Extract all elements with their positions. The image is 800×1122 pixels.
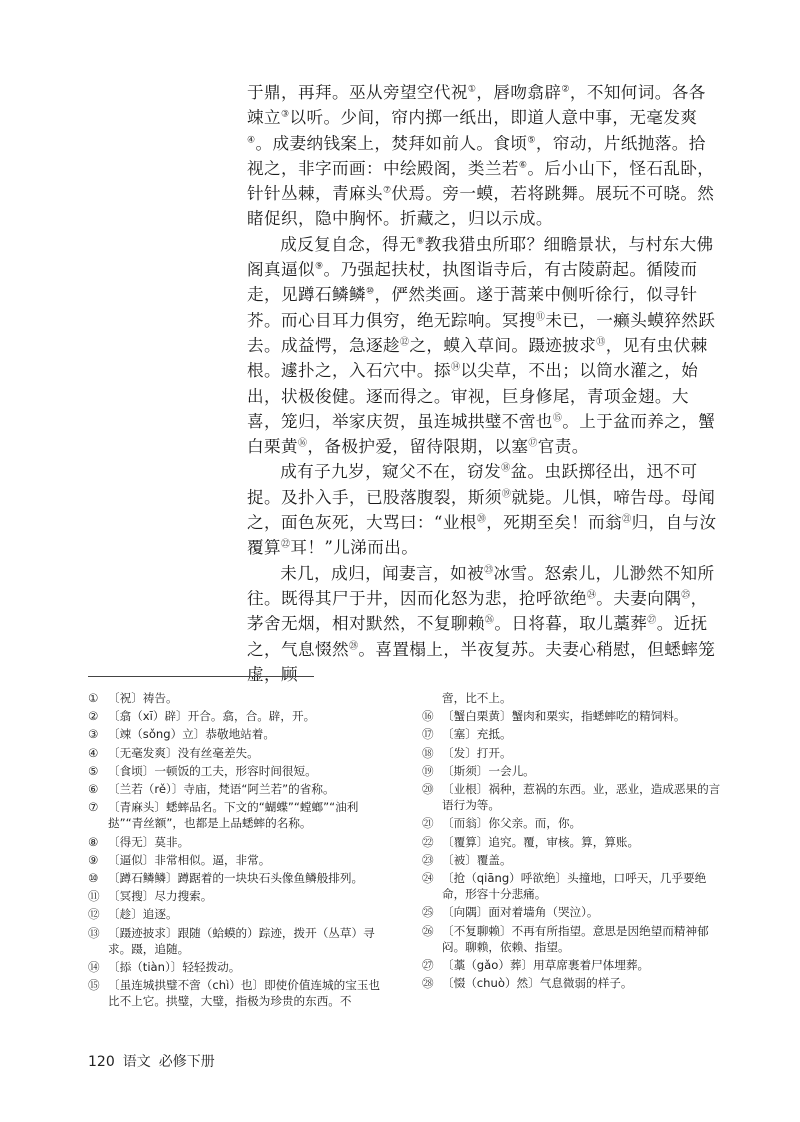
footnote-text: 〔抢（qiāng）呼欲绝〕头撞地，口呼天，几乎要绝命，形容十分悲痛。 bbox=[442, 871, 707, 902]
footnote-marker: ⑮ bbox=[552, 413, 563, 424]
text-run: ，唇吻翕辟 bbox=[476, 83, 562, 102]
footnote-marker: ㉖ bbox=[484, 615, 495, 626]
footnote-text: 〔蹲石鳞鳞〕蹲踞着的一块块石头像鱼鳞般排列。 bbox=[108, 871, 364, 886]
footnote-number: ⑧ bbox=[88, 834, 99, 849]
footnote-text: 〔虽连城拱璧不啻（chì）也〕即使价值连城的宝玉也比不上它。拱璧，大璧，指极为珍贵的东西。不 bbox=[108, 978, 381, 1009]
paragraph bbox=[247, 232, 717, 460]
text-run: 未几，成归，闻妻言，如被 bbox=[280, 563, 485, 583]
footnote-text: 〔得无〕莫非。 bbox=[108, 834, 190, 849]
text-run: 伏焉。旁一蟆，若将跳舞。展玩不可晓。然睹促织，隐中胸怀。折藏之，归以示成。 bbox=[247, 184, 715, 229]
text-run: ，不知何词。各各竦立 bbox=[247, 83, 706, 128]
footnote-marker: ⑳ bbox=[476, 514, 487, 525]
footnote-text: 〔冥搜〕尽力搜索。 bbox=[108, 889, 213, 904]
footnote bbox=[88, 977, 388, 1009]
footnote-marker: ① bbox=[467, 84, 477, 95]
text-run: 冰雪。怒索儿，儿渺然不知所往。既得其尸于井，因而化怒为悲，抢呼欲绝 bbox=[247, 563, 715, 608]
footnote-number: ㉒ bbox=[422, 834, 434, 849]
text-run: ，死期至矣！而翁 bbox=[486, 513, 623, 533]
footnote-marker: ㉑ bbox=[622, 514, 632, 525]
footnote bbox=[422, 904, 722, 920]
page-number: 120 bbox=[88, 1054, 115, 1070]
footnote-marker: ⑫ bbox=[399, 337, 410, 348]
text-run: 之，蟆入草间。蹑迹披求 bbox=[409, 335, 597, 355]
footnote bbox=[88, 852, 388, 868]
paragraph bbox=[247, 80, 717, 232]
footnote-marker: ⑬ bbox=[596, 337, 606, 348]
footnote-text: 〔竦（sǒng）立〕恭敬地站着。 bbox=[108, 727, 275, 742]
footnote-marker: ③ bbox=[281, 109, 290, 120]
footnote-text: 〔发〕打开。 bbox=[442, 745, 512, 760]
footnote bbox=[422, 870, 722, 902]
footnote-text: 〔蟹白栗黄〕蟹肉和栗实，指蟋蟀吃的精饲料。 bbox=[442, 709, 686, 724]
footnote bbox=[88, 925, 388, 957]
text-run: 教我猎虫所耶？细瞻景状，与村东大佛阁真逼似 bbox=[247, 234, 714, 280]
text-run: 盆。虫跃掷径出，迅不可捉。及扑入手，已股落腹裂，斯须 bbox=[247, 462, 698, 507]
footnote-marker: ⑪ bbox=[535, 312, 546, 323]
footnote bbox=[422, 957, 722, 973]
footnote-marker: ⑯ bbox=[297, 438, 308, 449]
footnote-number: ⑨ bbox=[88, 852, 99, 867]
text-run: 。喜置榻上，半夜复苏。夫妻心稍慰，但蟋蟀笼虚，顾 bbox=[247, 639, 716, 684]
footnote-number: ㉘ bbox=[422, 976, 434, 991]
footnote-marker: ㉕ bbox=[681, 590, 691, 601]
footnote-marker: ⑦ bbox=[382, 185, 392, 196]
footnote-marker: ⑲ bbox=[501, 489, 512, 500]
footnotes-left-column bbox=[88, 690, 388, 1012]
footnote-marker: ⑭ bbox=[450, 362, 461, 373]
footnote-number: ㉗ bbox=[422, 958, 434, 973]
footnote bbox=[422, 923, 722, 955]
footnote-number: ⑤ bbox=[88, 763, 99, 778]
footnote bbox=[88, 906, 388, 922]
footnote-text: 〔业根〕祸种，惹祸的东西。业，恶业，造成恶果的言语行为等。 bbox=[442, 782, 721, 813]
footnote-number: ① bbox=[88, 691, 99, 705]
footnote-text: 〔逼似〕非常相似。逼，非常。 bbox=[108, 852, 271, 867]
text-run: 耳！”儿涕而出。 bbox=[290, 538, 419, 558]
footnote-number: ⑱ bbox=[422, 745, 434, 760]
text-run: 。夫妻向隅 bbox=[596, 588, 682, 608]
footnote-number: ⑪ bbox=[88, 889, 100, 904]
text-run: 。成妻纳钱案上，焚拜如前人。食顷 bbox=[255, 133, 528, 153]
paragraph bbox=[247, 459, 717, 560]
footnote-text: 〔斯须〕一会儿。 bbox=[442, 763, 535, 778]
text-run: ，俨然类画。遂于蒿莱中侧听徐行，似寻针芥。而心目耳力俱穷，绝无踪响。冥搜 bbox=[247, 285, 698, 330]
footnote bbox=[422, 975, 722, 991]
footnote-marker: ㉔ bbox=[586, 590, 597, 601]
main-text bbox=[247, 80, 717, 687]
footnote-marker: ② bbox=[561, 84, 570, 95]
text-run: 。日将暮，取儿藁葬 bbox=[494, 614, 648, 634]
footnote-text: 〔兰若（rě）〕寺庙，梵语“阿兰若”的省称。 bbox=[108, 782, 335, 797]
footnote-number: ⑯ bbox=[422, 709, 434, 724]
text-run: 。后小山下，怪石乱卧，针针丛棘，青麻头 bbox=[247, 158, 715, 204]
footnote-marker: ⑧ bbox=[416, 236, 425, 247]
footnote-text: 〔蹑迹披求〕跟随（蛤蟆的）踪迹，拨开（丛草）寻求。蹑，追随。 bbox=[108, 925, 375, 956]
footnote-text: 〔惙（chuò）然〕气息微弱的样子。 bbox=[442, 976, 633, 991]
text-run: 成反复自念，得无 bbox=[280, 234, 417, 254]
footnote bbox=[88, 781, 388, 797]
footnote bbox=[88, 763, 388, 779]
footnote-continuation: 啻，比不上。 bbox=[442, 691, 512, 705]
text-run: 。近抚之，气息惙然 bbox=[247, 614, 708, 659]
footnote bbox=[88, 888, 388, 904]
footnote-number: ⑫ bbox=[88, 907, 100, 922]
footnote-text: 〔被〕覆盖。 bbox=[442, 852, 512, 867]
footnote-number: ㉓ bbox=[422, 852, 434, 867]
footnote bbox=[88, 870, 388, 886]
footnote-text: 〔趁〕追逐。 bbox=[108, 907, 178, 922]
footnote-text: 〔不复聊赖〕不再有所指望。意思是因绝望而精神郁闷。聊赖，依赖、指望。 bbox=[442, 923, 709, 954]
footnote-marker: ㉓ bbox=[484, 565, 494, 576]
footnote-number: ④ bbox=[88, 745, 99, 760]
text-run: 。乃强起扶杖，执图诣寺后，有古陵蔚起。循陵而走，见蹲石鳞鳞 bbox=[247, 260, 698, 305]
footnote bbox=[422, 781, 722, 813]
text-run: 成有子九岁，窥父不在，窃发 bbox=[280, 462, 502, 482]
subject-label: 语文 bbox=[122, 1054, 151, 1070]
footnote-number: ③ bbox=[88, 727, 99, 742]
footnote-number: ⑲ bbox=[422, 763, 434, 778]
text-run: 。上于盆而养之，蟹白栗黄 bbox=[247, 411, 716, 457]
footnote-text: 〔食顷〕一顿饭的工夫，形容时间很短。 bbox=[108, 763, 317, 778]
text-run: ，备极护爱，留待限期，以塞 bbox=[307, 437, 529, 457]
text-run: 官责。 bbox=[537, 437, 589, 457]
footnote bbox=[422, 745, 722, 761]
text-run: ，见有虫伏棘根。遽扑之，入石穴中。掭 bbox=[247, 335, 708, 381]
footnote-text: 〔掭（tiàn）〕轻轻拨动。 bbox=[108, 960, 241, 975]
footnote-number: ⑦ bbox=[88, 800, 99, 815]
footnote-marker: ⑤ bbox=[527, 135, 536, 146]
footnote bbox=[88, 799, 388, 831]
footnote bbox=[422, 834, 722, 850]
footnote-text: 〔无毫发爽〕没有丝毫差失。 bbox=[108, 745, 259, 760]
text-run: 就毙。儿惧，啼告母。母闻之，面色灰死，大骂曰：“业根 bbox=[247, 487, 716, 533]
footnote-text: 〔青麻头〕蟋蟀品名。下文的“蝴蝶”“螳螂”“油利挞”“青丝额”，也都是上品蟋蟀的名称。 bbox=[108, 800, 359, 831]
footnote bbox=[422, 815, 722, 831]
footnote-text: 〔翕（xī）辟〕开合。翕，合。辟，开。 bbox=[108, 709, 316, 724]
footnote-text: 〔向隅〕面对着墙角（哭泣）。 bbox=[442, 905, 599, 920]
footnote-marker: ㉘ bbox=[348, 641, 359, 651]
footnotes-right-column bbox=[422, 690, 722, 993]
footnote-text: 〔而翁〕你父亲。而，你。 bbox=[442, 816, 582, 831]
text-run: 未已，一癞头蟆猝然跃去。成益愕，急逐趁 bbox=[247, 310, 716, 355]
footnote bbox=[88, 726, 388, 742]
book-label: 必修下册 bbox=[158, 1054, 215, 1070]
footnote bbox=[88, 959, 388, 975]
footnote-number: ② bbox=[88, 709, 99, 724]
footnote-marker: ⑥ bbox=[518, 160, 528, 171]
footnote bbox=[88, 690, 388, 706]
footnote-number: ⑩ bbox=[88, 871, 99, 886]
footnote-number: ⑥ bbox=[88, 782, 99, 797]
text-run: 归，自与汝覆算 bbox=[247, 513, 717, 558]
footnote-text: 〔覆算〕追究。覆，审核。算，算账。 bbox=[442, 834, 640, 849]
footnote-text: 〔藁（gǎo）葬〕用草席裹着尸体埋葬。 bbox=[442, 958, 650, 973]
footnote-number: ㉕ bbox=[422, 905, 434, 920]
footnote bbox=[422, 763, 722, 779]
footnote-marker: ⑩ bbox=[365, 286, 375, 297]
footnote-number: ㉖ bbox=[422, 923, 434, 938]
footnote-marker: ⑨ bbox=[314, 261, 324, 272]
footnote-marker: ④ bbox=[247, 135, 256, 146]
footnote bbox=[422, 726, 722, 742]
footnote-marker: ㉒ bbox=[281, 539, 291, 550]
footnote-marker: ㉗ bbox=[647, 615, 657, 626]
footnote-text: 〔塞〕充抵。 bbox=[442, 727, 512, 742]
text-run: 以尖草，不出；以筒水灌之，始出，状极俊健。逐而得之。审视，巨身修尾，青项金翅。大喜，笼归，举家庆贺，虽连城拱璧不啻也 bbox=[247, 361, 699, 431]
footnote bbox=[88, 708, 388, 724]
footnote bbox=[88, 834, 388, 850]
footnote-text: 〔祝〕祷告。 bbox=[108, 691, 178, 705]
text-run: 于鼎，再拜。巫从旁望空代祝 bbox=[247, 83, 468, 102]
text-run: ，茅舍无烟，相对默然，不复聊赖 bbox=[247, 588, 708, 634]
paragraph bbox=[247, 561, 717, 687]
footnote-number: ⑮ bbox=[88, 978, 100, 993]
page-footer bbox=[88, 1051, 223, 1071]
footnote-number: ⑳ bbox=[422, 782, 434, 797]
text-run: ，帘动，片纸抛落。拾视之，非字而画：中绘殿阁，类兰若 bbox=[247, 133, 706, 178]
text-run: 以听。少间，帘内掷一纸出，即道人意中事，无毫发爽 bbox=[289, 108, 698, 128]
footnote-number: ⑰ bbox=[422, 727, 434, 742]
footnote-number: ㉔ bbox=[422, 871, 434, 886]
footnote-marker: ⑰ bbox=[528, 438, 538, 449]
footnote bbox=[422, 708, 722, 724]
footnote-divider bbox=[88, 676, 314, 677]
footnote bbox=[422, 852, 722, 868]
footnote-number: ⑬ bbox=[88, 925, 100, 940]
footnote-number: ㉑ bbox=[422, 816, 434, 831]
footnote-number: ⑭ bbox=[88, 960, 100, 975]
footnote-marker: ⑱ bbox=[501, 463, 511, 474]
footnote bbox=[88, 745, 388, 761]
